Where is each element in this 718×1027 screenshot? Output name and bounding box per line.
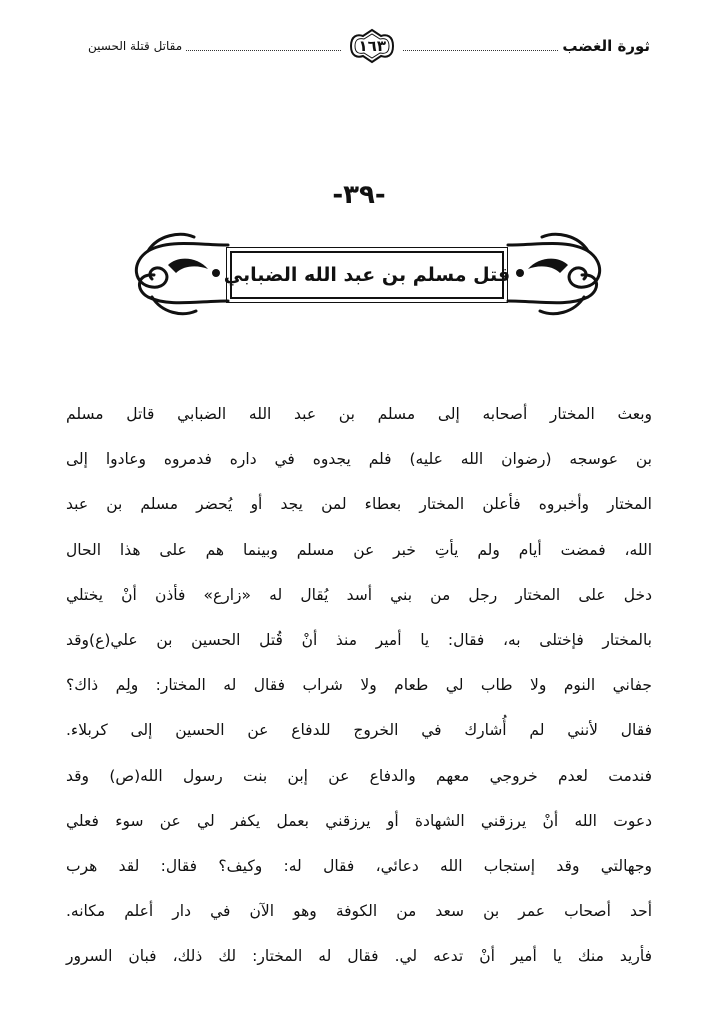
text-line: وجهالتي وقد إستجاب الله دعائي، فقال له: وكيف؟ فقال: لقد هرب [66,857,652,876]
chapter-number: -٣٩- [332,180,386,210]
text-line: بن عوسجه (رضوان الله عليه) فلم يجدوه في داره فدمروه وعادوا إلى [66,450,652,469]
text-line: جفاني النوم ولا طاب لي طعام ولا شراب فقال له المختار: ولِم ذاك؟ [66,676,652,695]
body-text [66,392,652,980]
section-title: مقاتل قتلة الحسين [87,39,183,53]
page-number: ١٦٣ [358,37,386,55]
text-line: بالمختار فإختلى به، فقال: يا أمير منذ أنْ قُتل الحسين بن علي(ع)وقد [66,631,652,650]
book-title: ثورة الغضب [562,37,650,55]
text-line: فندمت لعدم خروجي معهم والدفاع عن إبن بنت رسول الله(ص) وقد [66,766,652,785]
text-line: أحد أصحاب عمر بن سعد من الكوفة وهو الآن في دار أعلم مكانه. [66,902,652,921]
page-number-badge [345,28,399,64]
chapter-title-box [223,251,511,299]
leader-dots [403,50,558,51]
text-line: فقال لأنني لم أُشارك في الخروج للدفاع عن الحسين إلى كربلاء. [66,721,652,740]
chapter-title: قتل مسلم بن عبد الله الضبابي [223,264,511,286]
text-line: دعوت الله أنْ يرزقني الشهادة أو يرزقني بعمل يكفر لي عن سوء فعلي [66,811,652,830]
text-line: المختار وأخبروه فأعلن المختار بعطاء لمن يجد أو يُحضر مسلم بن عبد [66,495,652,514]
chapter-title-frame [128,225,608,325]
text-line: الله، فمضت أيام ولم يأتِ خبر عن مسلم وبينما هم على هذا الحال [66,540,652,559]
text-line: وبعث المختار أصحابه إلى مسلم بن عبد الله الضبابي قاتل مسلم [66,405,652,423]
text-line: فأريد منك يا أمير أنْ تدعه لي. فقال له المختار: لك ذلك، فبان السرور [66,947,652,966]
leader-dots [186,50,341,51]
page-header [88,28,650,64]
text-line: دخل على المختار رجل من بني أسد يُقال له «زارع» فأذن أنْ يختلي [66,585,652,604]
